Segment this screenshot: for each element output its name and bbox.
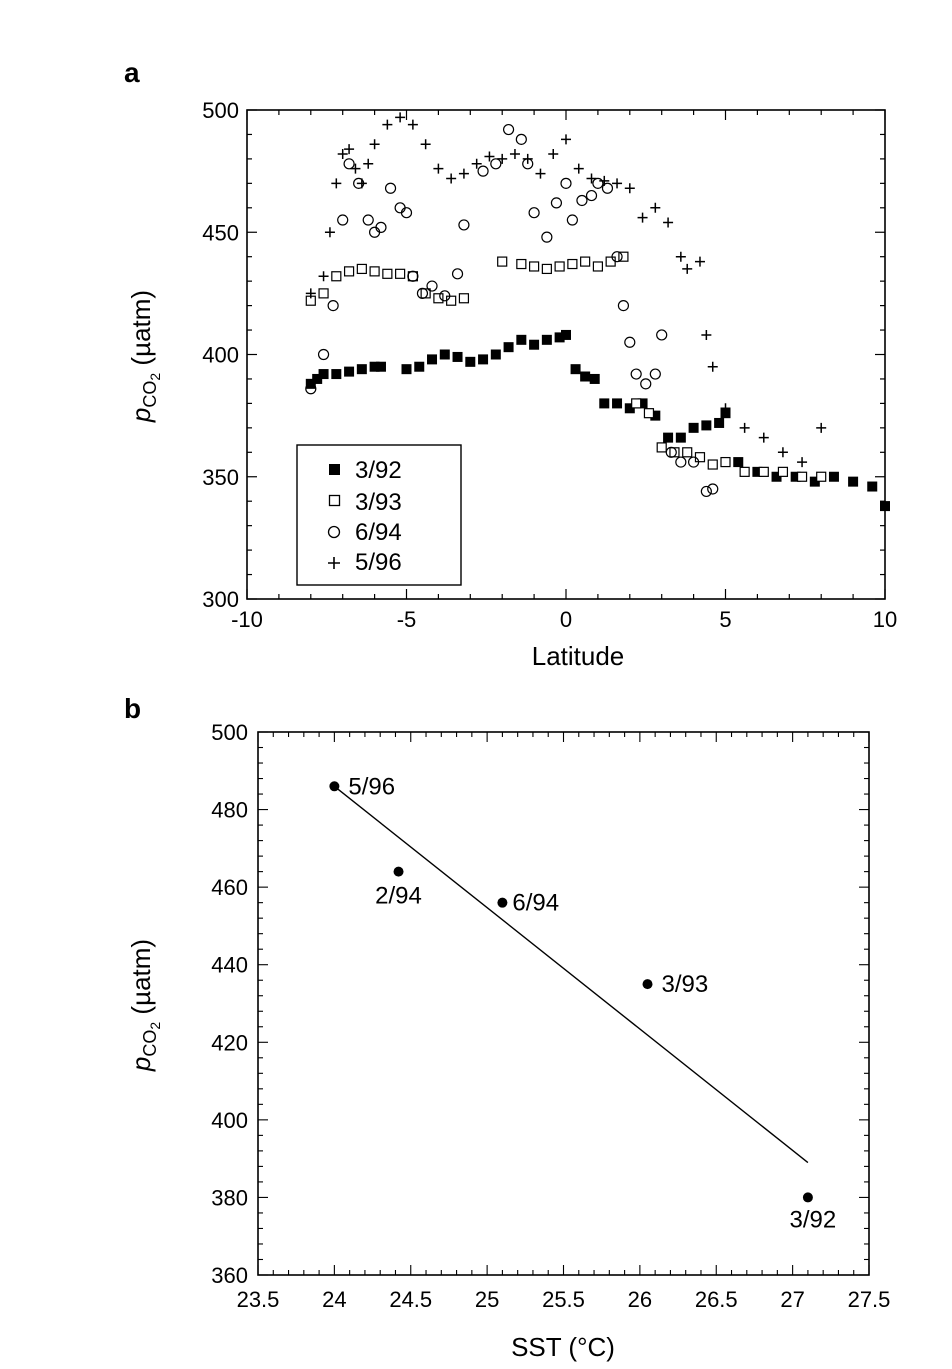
data-point-plus bbox=[663, 217, 673, 227]
data-point-filled-square bbox=[829, 472, 839, 482]
data-point-filled-square bbox=[319, 369, 329, 379]
data-point-open-square bbox=[530, 262, 539, 271]
data-point-filled-square bbox=[465, 357, 475, 367]
data-point-filled-square bbox=[357, 364, 367, 374]
data-point-filled-square bbox=[542, 335, 552, 345]
data-point-open-square bbox=[581, 257, 590, 266]
data-point-plus bbox=[682, 264, 692, 274]
data-point-open-square bbox=[568, 260, 577, 269]
x-tick-label: 26 bbox=[627, 1287, 653, 1312]
data-point-plus bbox=[797, 457, 807, 467]
data-point-plus bbox=[816, 423, 826, 433]
data-point-filled-square bbox=[590, 374, 600, 384]
data-point-filled-square bbox=[689, 423, 699, 433]
data-point-plus bbox=[344, 144, 354, 154]
data-point-open-circle bbox=[618, 301, 628, 311]
data-point-open-square bbox=[542, 264, 551, 273]
data-point-open-circle bbox=[328, 301, 338, 311]
data-label: 3/92 bbox=[789, 1206, 837, 1234]
data-point-filled-square bbox=[529, 340, 539, 350]
data-point-open-circle bbox=[701, 486, 711, 496]
data-point-filled-square bbox=[880, 501, 890, 511]
data-point-filled-square bbox=[427, 354, 437, 364]
data-point-3-92 bbox=[803, 1192, 813, 1202]
data-point-5-96 bbox=[329, 781, 339, 791]
panel-b-x-axis-title: SST (°C) bbox=[511, 1332, 615, 1362]
data-point-open-circle bbox=[641, 379, 651, 389]
data-point-plus bbox=[446, 173, 456, 183]
panel-b-letter: b bbox=[124, 693, 142, 724]
x-tick-label: 0 bbox=[559, 607, 573, 632]
data-point-plus bbox=[625, 183, 635, 193]
data-label: 3/93 bbox=[661, 971, 709, 999]
data-point-open-circle bbox=[577, 195, 587, 205]
panel-a-y-axis-title: $p_{CO}2$ (µatm) bbox=[126, 289, 163, 423]
data-point-plus bbox=[408, 120, 418, 130]
panel-b-ticks bbox=[258, 732, 869, 1275]
data-point-plus bbox=[561, 134, 571, 144]
data-point-open-square bbox=[370, 267, 379, 276]
data-point-open-square bbox=[434, 294, 443, 303]
data-point-plus bbox=[695, 257, 705, 267]
data-point-open-circle bbox=[587, 191, 597, 201]
x-tick-label: 27 bbox=[780, 1287, 805, 1312]
y-tick-label: 500 bbox=[202, 98, 239, 123]
data-point-open-circle bbox=[593, 178, 603, 188]
data-point-plus bbox=[523, 154, 533, 164]
data-point-filled-square bbox=[561, 330, 571, 340]
data-point-open-square bbox=[345, 267, 354, 276]
data-point-open-circle bbox=[376, 222, 386, 232]
x-tick-label: 10 bbox=[872, 607, 898, 632]
y-tick-label: 350 bbox=[202, 464, 239, 490]
data-point-plus bbox=[319, 271, 329, 281]
data-point-open-circle bbox=[370, 227, 380, 237]
x-tick-label: 24.5 bbox=[389, 1287, 433, 1312]
panel-b-plot-frame bbox=[258, 732, 869, 1275]
data-point-filled-square bbox=[733, 457, 743, 467]
data-point-plus bbox=[676, 252, 686, 262]
y-tick-label: 360 bbox=[211, 1263, 248, 1288]
data-point-plus bbox=[331, 178, 341, 188]
x-tick-label: 5 bbox=[719, 607, 732, 632]
data-point-plus bbox=[708, 362, 718, 372]
panel-a bbox=[124, 57, 897, 671]
data-point-plus bbox=[548, 149, 558, 159]
x-tick-label: 26.5 bbox=[694, 1287, 738, 1312]
y-tick-label: 400 bbox=[211, 1107, 248, 1133]
x-tick-label: 27.5 bbox=[847, 1287, 891, 1312]
data-point-plus bbox=[778, 447, 788, 457]
data-point-open-square bbox=[695, 453, 704, 462]
data-point-filled-square bbox=[344, 367, 354, 377]
data-point-filled-square bbox=[612, 398, 622, 408]
data-point-filled-square bbox=[599, 398, 609, 408]
y-tick-label: 440 bbox=[211, 952, 248, 978]
data-point-open-square bbox=[683, 448, 692, 457]
data-point-filled-square bbox=[701, 420, 711, 430]
data-point-plus bbox=[433, 164, 443, 174]
data-point-filled-square bbox=[414, 362, 424, 372]
data-point-open-circle bbox=[504, 125, 514, 135]
data-point-filled-square bbox=[516, 335, 526, 345]
data-point-filled-square bbox=[331, 369, 341, 379]
data-point-open-square bbox=[632, 399, 641, 408]
data-point-6-94 bbox=[497, 898, 507, 908]
data-point-open-square bbox=[459, 294, 468, 303]
data-point-filled-square bbox=[676, 433, 686, 443]
data-point-open-circle bbox=[478, 166, 488, 176]
data-point-open-square bbox=[740, 467, 749, 476]
data-point-open-square bbox=[721, 458, 730, 467]
panel-b-tick-labels bbox=[211, 720, 890, 1312]
y-tick-label: 450 bbox=[202, 220, 239, 246]
legend-label-4: 5/96 bbox=[355, 549, 402, 576]
data-point-open-circle bbox=[338, 215, 348, 225]
data-point-open-square bbox=[606, 257, 615, 266]
x-tick-label: -5 bbox=[396, 607, 417, 632]
data-point-open-square bbox=[332, 272, 341, 281]
x-tick-label: 24 bbox=[322, 1287, 347, 1312]
data-point-plus bbox=[497, 154, 507, 164]
data-point-filled-square bbox=[440, 350, 450, 360]
data-point-open-square bbox=[357, 264, 366, 273]
legend-marker-open-circle bbox=[329, 527, 340, 538]
data-point-filled-square bbox=[376, 362, 386, 372]
data-point-filled-square bbox=[504, 342, 514, 352]
data-point-open-square bbox=[778, 467, 787, 476]
data-point-open-square bbox=[383, 269, 392, 278]
data-point-open-square bbox=[759, 467, 768, 476]
data-point-open-square bbox=[817, 472, 826, 481]
data-point-plus bbox=[338, 149, 348, 159]
x-tick-label: 25.5 bbox=[542, 1287, 585, 1312]
panel-a-legend bbox=[297, 445, 461, 585]
data-point-plus bbox=[459, 169, 469, 179]
data-point-open-circle bbox=[567, 215, 577, 225]
y-tick-label: 420 bbox=[211, 1030, 248, 1056]
y-tick-label: 480 bbox=[211, 797, 248, 823]
data-point-open-circle bbox=[650, 369, 660, 379]
data-point-filled-square bbox=[714, 418, 724, 428]
data-point-open-square bbox=[798, 472, 807, 481]
y-tick-label: 400 bbox=[202, 342, 239, 368]
data-point-filled-square bbox=[478, 354, 488, 364]
panel-b-regression-line bbox=[334, 786, 808, 1162]
data-point-plus bbox=[701, 330, 711, 340]
y-tick-label: 380 bbox=[211, 1185, 248, 1211]
data-label: 6/94 bbox=[512, 889, 560, 917]
data-point-plus bbox=[599, 176, 609, 186]
data-point-plus bbox=[370, 139, 380, 149]
data-point-open-square bbox=[644, 409, 653, 418]
data-point-plus bbox=[363, 159, 373, 169]
data-point-filled-square bbox=[453, 352, 463, 362]
x-tick-label: -10 bbox=[231, 607, 263, 632]
data-label: 5/96 bbox=[348, 773, 396, 801]
data-point-plus bbox=[350, 164, 360, 174]
legend-label-1: 3/92 bbox=[355, 457, 402, 484]
data-point-plus bbox=[535, 169, 545, 179]
data-point-open-circle bbox=[561, 178, 571, 188]
data-point-open-square bbox=[498, 257, 507, 266]
y-tick-label: 460 bbox=[211, 875, 248, 901]
legend-marker-open-square bbox=[330, 496, 340, 506]
panel-a-x-axis-title: Latitude bbox=[531, 641, 625, 671]
data-point-open-circle bbox=[657, 330, 667, 340]
data-point-open-circle bbox=[551, 198, 561, 208]
data-point-3-93 bbox=[643, 979, 653, 989]
data-point-open-square bbox=[593, 262, 602, 271]
panel-b bbox=[124, 693, 890, 1362]
data-point-filled-square bbox=[571, 364, 581, 374]
data-point-filled-square bbox=[848, 477, 858, 487]
data-point-plus bbox=[421, 139, 431, 149]
data-point-filled-square bbox=[491, 350, 501, 360]
data-point-filled-square bbox=[580, 372, 590, 382]
data-point-open-circle bbox=[708, 484, 718, 494]
panel-a-letter: a bbox=[124, 57, 140, 88]
data-point-plus bbox=[587, 173, 597, 183]
data-point-open-circle bbox=[363, 215, 373, 225]
data-point-open-circle bbox=[386, 183, 396, 193]
legend-label-3: 6/94 bbox=[355, 519, 402, 546]
data-point-filled-square bbox=[663, 433, 673, 443]
data-point-open-circle bbox=[459, 220, 469, 230]
data-point-open-square bbox=[657, 443, 666, 452]
data-point-filled-square bbox=[402, 364, 412, 374]
data-point-open-square bbox=[555, 262, 564, 271]
data-point-filled-square bbox=[867, 482, 877, 492]
data-point-plus bbox=[650, 203, 660, 213]
data-point-open-circle bbox=[542, 232, 552, 242]
panel-b-y-axis-title: $p_{CO}2$ (µatm) bbox=[126, 938, 163, 1072]
data-point-plus bbox=[574, 164, 584, 174]
data-point-plus bbox=[638, 213, 648, 223]
data-point-open-circle bbox=[344, 159, 354, 169]
data-point-open-circle bbox=[676, 457, 686, 467]
y-tick-label: 300 bbox=[202, 587, 239, 612]
data-point-plus bbox=[510, 149, 520, 159]
data-point-open-circle bbox=[319, 350, 329, 360]
data-point-open-circle bbox=[395, 203, 405, 213]
data-point-open-circle bbox=[491, 159, 501, 169]
data-point-open-circle bbox=[453, 269, 463, 279]
data-point-plus bbox=[357, 178, 367, 188]
data-point-open-square bbox=[319, 289, 328, 298]
data-point-open-circle bbox=[529, 208, 539, 218]
data-point-open-circle bbox=[402, 208, 412, 218]
data-point-open-square bbox=[396, 269, 405, 278]
data-point-plus bbox=[759, 433, 769, 443]
data-point-open-square bbox=[517, 260, 526, 269]
data-point-2-94 bbox=[394, 867, 404, 877]
data-point-open-circle bbox=[427, 281, 437, 291]
data-point-open-circle bbox=[625, 337, 635, 347]
x-tick-label: 23.5 bbox=[236, 1287, 280, 1312]
data-point-plus bbox=[740, 423, 750, 433]
legend-marker-filled-square bbox=[329, 464, 340, 475]
legend-label-2: 3/93 bbox=[355, 489, 402, 516]
x-tick-label: 25 bbox=[474, 1287, 500, 1312]
data-point-plus bbox=[382, 120, 392, 130]
data-point-plus bbox=[395, 112, 405, 122]
data-point-plus bbox=[325, 227, 335, 237]
data-point-open-square bbox=[708, 460, 717, 469]
data-point-plus bbox=[612, 178, 622, 188]
data-point-open-circle bbox=[631, 369, 641, 379]
data-point-open-circle bbox=[516, 134, 526, 144]
data-label: 2/94 bbox=[375, 882, 422, 910]
y-tick-label: 500 bbox=[211, 720, 248, 745]
data-point-open-square bbox=[447, 296, 456, 305]
